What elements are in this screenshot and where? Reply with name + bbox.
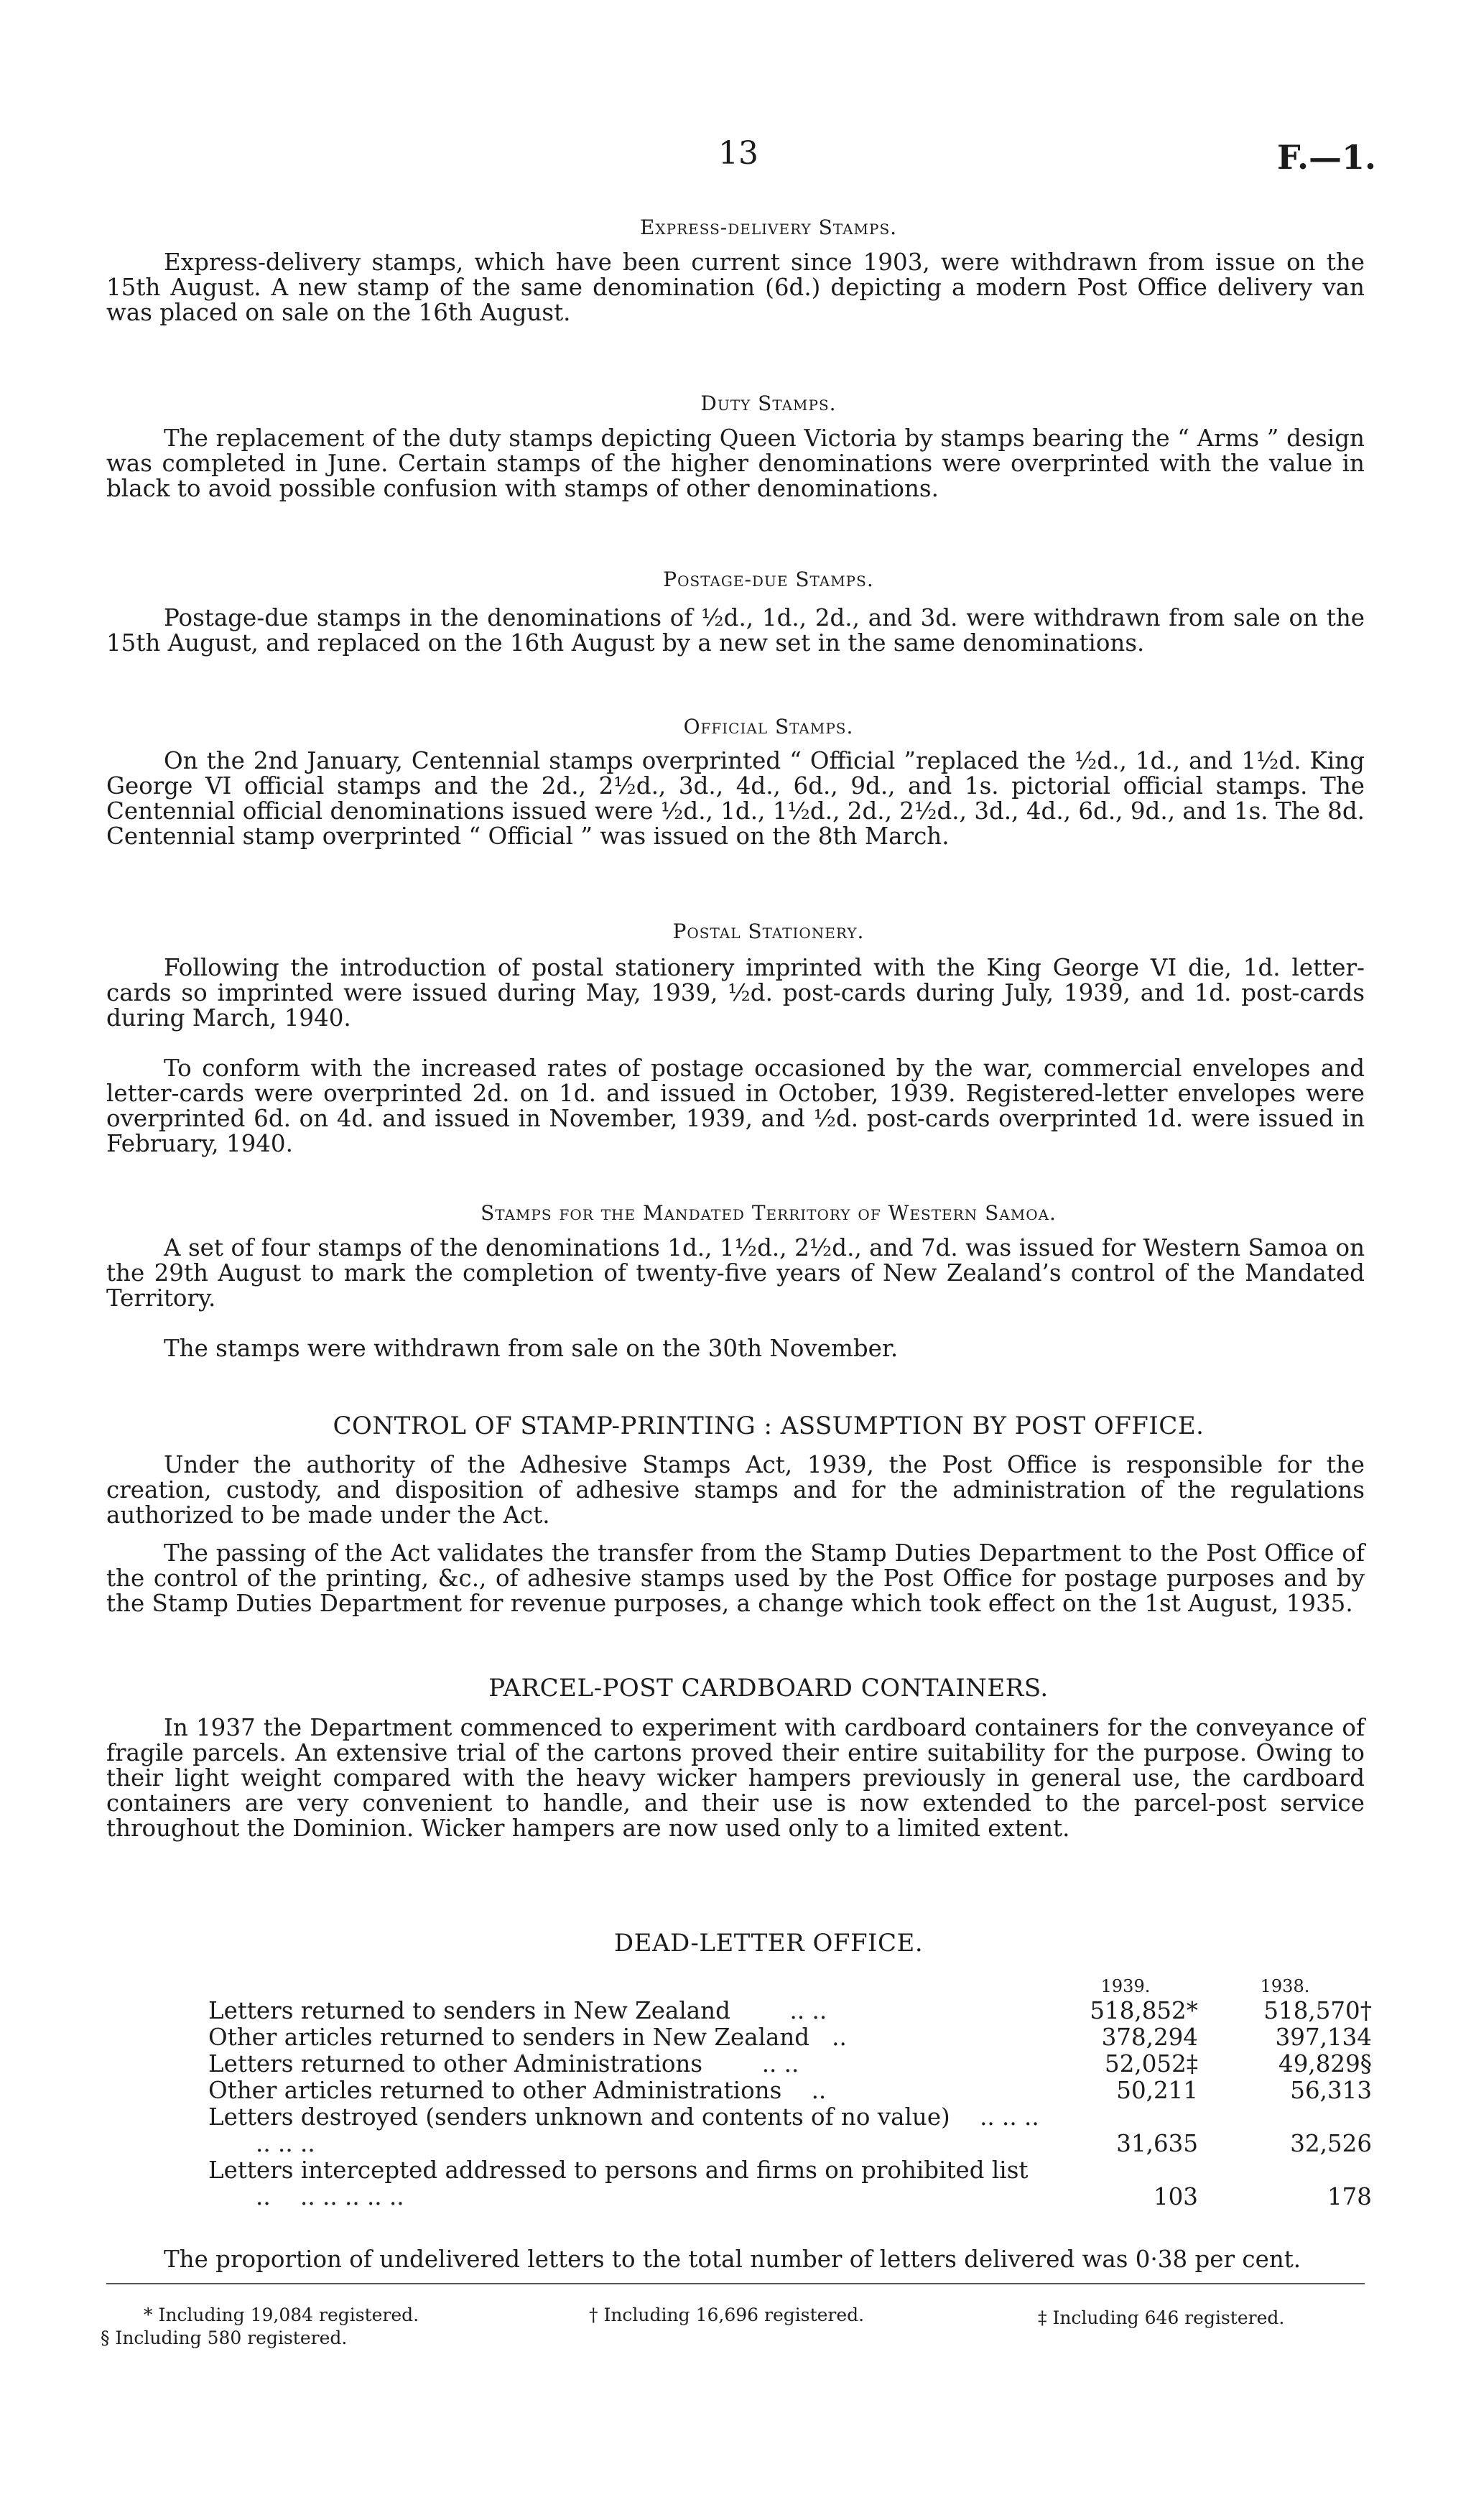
section-heading-parcel-post: PARCEL-POST CARDBOARD CONTAINERS. [488, 1674, 1049, 1703]
table-row [208, 2104, 1372, 2157]
section-heading-western-samoa: Stamps for the Mandated Territory of Western Samoa. [481, 1201, 1057, 1225]
dead-letter-heading: DEAD-LETTER OFFICE. [613, 1929, 924, 1958]
table-row [208, 2077, 1372, 2104]
section-paragraph: Postage-due stamps in the denominations of ½d., 1d., 2d., and 3d. were withdrawn from sale on the 15th August, and replaced on the 16th August by a new set in the same denominations. [106, 604, 1365, 657]
section-heading-control-stamp-printing: CONTROL OF STAMP-PRINTING : ASSUMPTION BY POST OFFICE. [333, 1412, 1205, 1440]
footnote-star: * Including 19,084 registered. [144, 2304, 419, 2325]
value-1939: 103 [1153, 2183, 1198, 2210]
section-paragraph: In 1937 the Department commenced to experiment with cardboard containers for the conveyance of fragile parcels. An extensive trial of the cartons proved their entire suitability for the purpose. Owing to their light weight compared with the heavy wicker hampers previously in general use, the cardboard containers are very convenient to handle, and their use is now extended to the parcel-post service throughout the Dominion. Wicker hampers are now used only to a limited extent. [106, 1714, 1365, 1842]
footnote-double-dagger: ‡ Including 646 registered. [1038, 2307, 1285, 2328]
section-heading-postage-due: Postage-due Stamps. [663, 568, 874, 591]
value-1938: 56,313 [1290, 2077, 1372, 2104]
section-paragraph: A set of four stamps of the denominations 1d., 1½d., 2½d., and 7d. was issued for Western Samoa on the 29th August to mark the completion of twenty-five years of New Zealand’s control of the Mandated Territory. [106, 1234, 1365, 1312]
row-label: Letters intercepted addressed to persons and firms on prohibited list .. .. .. .. .. .. [208, 2157, 1029, 2210]
row-label: Other articles returned to senders in New Zealand .. [208, 2024, 847, 2051]
dead-letter-table [208, 1975, 1372, 2210]
value-1938: 178 [1327, 2183, 1372, 2210]
row-label: Letters destroyed (senders unknown and contents of no value) .. .. .. .. .. .. [208, 2103, 1039, 2157]
section-paragraph: The stamps were withdrawn from sale on the 30th November. [164, 1335, 899, 1362]
value-1938: 397,134 [1275, 2024, 1372, 2051]
table-header-row [208, 1975, 1372, 1998]
dot-leader: .. [832, 2024, 847, 2051]
footnote-dagger: † Including 16,696 registered. [589, 2304, 865, 2325]
dot-leader: .. [811, 2077, 827, 2104]
page-reference: F.—1. [1277, 138, 1377, 177]
section-heading-postal-stationery: Postal Stationery. [672, 919, 865, 943]
table-row [208, 2157, 1372, 2210]
value-1939: 52,052‡ [1105, 2050, 1198, 2077]
section-heading-official-stamps: Official Stamps. [683, 715, 854, 738]
section-heading-duty-stamps: Duty Stamps. [700, 392, 837, 415]
value-1939: 518,852* [1090, 1997, 1198, 2024]
value-1939: 378,294 [1101, 2024, 1198, 2051]
dot-leader: .. .. [789, 1997, 827, 2024]
column-header-1938: 1938. [1260, 1976, 1310, 1996]
value-1939: 50,211 [1116, 2077, 1198, 2104]
dot-leader: .. .. .. .. .. [300, 2183, 404, 2210]
row-label: Letters returned to other Administrations .. .. [208, 2050, 799, 2077]
value-1938: 49,829§ [1278, 2050, 1372, 2077]
footnote-section: § Including 580 registered. [101, 2327, 348, 2348]
row-label: Letters returned to senders in New Zealand .. .. [208, 1997, 827, 2024]
section-paragraph: The replacement of the duty stamps depicting Queen Victoria by stamps bearing the “ Arms ” design was completed in June. Certain stamps of the higher denominations were overprinted with the value in black to avoid possible confusion with stamps of other denominations. [106, 425, 1365, 502]
section-paragraph: Under the authority of the Adhesive Stamps Act, 1939, the Post Office is responsible for the creation, custody, and disposition of adhesive stamps and for the administration of the regulations authorized to be made under the Act. [106, 1451, 1365, 1529]
dead-letter-summary: The proportion of undelivered letters to the total number of letters delivered was 0·38 per cent. [164, 2246, 1301, 2273]
value-1939: 31,635 [1116, 2130, 1198, 2157]
section-paragraph: The passing of the Act validates the transfer from the Stamp Duties Department to the Post Office of the control of the printing, &c., of adhesive stamps used by the Post Office for postage purposes and by the Stamp Duties Department for revenue purposes, a change which took effect on the 1st August, 1935. [106, 1539, 1365, 1617]
value-1938: 518,570† [1263, 1997, 1372, 2024]
row-label: Other articles returned to other Administrations .. [208, 2077, 827, 2104]
column-header-1939: 1939. [1100, 1976, 1151, 1996]
section-paragraph: Following the introduction of postal stationery imprinted with the King George VI die, 1d. letter-cards so imprinted were issued during May, 1939, ½d. post-cards during July, 1939, and 1d. post-cards during March, 1940. [106, 954, 1365, 1032]
table-row [208, 1998, 1372, 2024]
page-number: 13 [718, 135, 758, 172]
table-row [208, 2024, 1372, 2051]
section-paragraph: Express-delivery stamps, which have been current since 1903, were withdrawn from issue on the 15th August. A new stamp of the same denomination (6d.) depicting a modern Post Office delivery van was placed on sale on the 16th August. [106, 249, 1365, 326]
value-1938: 32,526 [1290, 2130, 1372, 2157]
section-paragraph: On the 2nd January, Centennial stamps overprinted “ Official ”replaced the ½d., 1d., and 1½d. King George VI official stamps and the 2d., 2½d., 3d., 4d., 6d., 9d., and 1s. pictorial official stamps. The Centennial official denominations issued were ½d., 1d., 1½d., 2d., 2½d., 3d., 4d., 6d., 9d., and 1s. The 8d. Centennial stamp overprinted “ Official ” was issued on the 8th March. [106, 747, 1365, 850]
table-row [208, 2051, 1372, 2077]
footnote-divider [106, 2283, 1365, 2284]
section-paragraph: To conform with the increased rates of postage occasioned by the war, commercial envelopes and letter-cards were overprinted 2d. on 1d. and issued in October, 1939. Registered-letter envelopes were overprinted 6d. on 4d. and issued in November, 1939, and ½d. post-cards overprinted 1d. were issued in February, 1940. [106, 1055, 1365, 1157]
dot-leader: .. .. .. .. .. .. [256, 2103, 1039, 2157]
dot-leader: .. .. [761, 2050, 799, 2077]
section-heading-express-delivery: Express-delivery Stamps. [639, 216, 898, 239]
